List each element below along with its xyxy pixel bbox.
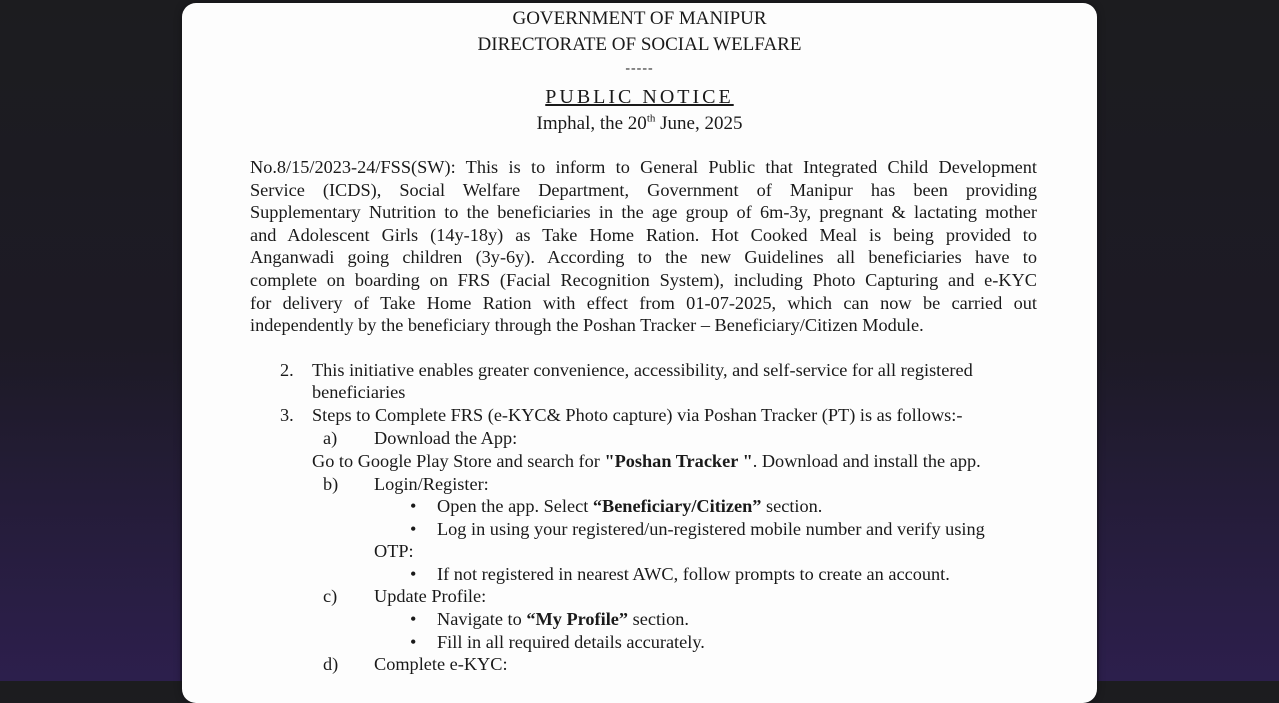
intro-paragraph	[250, 156, 1037, 337]
paragraph-line: complete on boarding on FRS (Facial Recognition System), including Photo Capturing and e-KYC	[250, 269, 1037, 290]
beneficiary-citizen-section: “Beneficiary/Citizen”	[592, 496, 762, 516]
paragraph-line: Service (ICDS), Social Welfare Department, Government of Manipur has been providing	[250, 179, 1037, 200]
government-heading: GOVERNMENT OF MANIPUR	[512, 8, 767, 29]
item-3-number: 3.	[280, 405, 294, 425]
step-c-bullet-2: • Fill in all required details accurately.	[437, 631, 705, 653]
paragraph-line: No.8/15/2023-24/FSS(SW): This is to inform to General Public that Integrated Child Development	[250, 157, 1037, 177]
item-2-number: 2.	[280, 360, 294, 380]
notice-date	[182, 113, 1097, 135]
notice-title: PUBLIC NOTICE	[545, 86, 734, 108]
step-b-bullet-3: • If not registered in nearest AWC, follow prompts to create an account.	[437, 563, 950, 585]
directorate-heading: DIRECTORATE OF SOCIAL WELFARE	[477, 34, 802, 55]
step-b-bullet-1	[437, 495, 822, 517]
notice-document	[182, 3, 1097, 703]
item-2-text: This initiative enables greater convenience, accessibility, and self-service for all registered	[312, 360, 973, 380]
step-c-title: Update Profile:	[374, 586, 487, 606]
date-ordinal: th	[646, 112, 656, 125]
step-a-text-pre: Go to Google Play Store and search for	[312, 451, 605, 471]
step-c-bullet-1-pre: Navigate to	[437, 609, 527, 629]
paragraph-line: independently by the beneficiary through the Poshan Tracker – Beneficiary/Citizen Module.	[250, 315, 924, 336]
item-2-text-cont: beneficiaries	[312, 382, 406, 402]
step-a-letter: a)	[323, 428, 338, 448]
item-3-text: Steps to Complete FRS (e-KYC& Photo capture) via Poshan Tracker (PT) is as follows:-	[312, 405, 963, 425]
background-glow-left	[0, 0, 180, 681]
step-c-bullet-1-post: section.	[628, 609, 689, 629]
background-glow-right	[1099, 0, 1279, 681]
step-d-letter: d)	[323, 654, 339, 674]
step-a-title: Download the App:	[374, 428, 518, 448]
date-prefix: Imphal, the 20	[536, 113, 647, 134]
paragraph-line: Anganwadi going children (3y-6y). According to the new Guidelines all beneficiaries have to	[250, 247, 1037, 268]
step-b-title: Login/Register:	[374, 474, 489, 494]
step-d-title: Complete e-KYC:	[374, 654, 508, 674]
step-b-bullet-2-cont: OTP:	[374, 541, 414, 561]
paragraph-line: and Adolescent Girls (14y-18y) as Take Home Ration. Hot Cooked Meal is being provided to	[250, 224, 1037, 245]
step-b-bullet-2: • Log in using your registered/un-registered mobile number and verify using	[437, 518, 985, 540]
step-a-text-post: . Download and install the app.	[752, 451, 981, 471]
step-c-letter: c)	[323, 586, 338, 606]
step-b-bullet-1-pre: Open the app. Select	[437, 496, 593, 516]
step-b-bullet-1-post: section.	[761, 496, 823, 516]
poshan-tracker-app-name: "Poshan Tracker "	[604, 451, 753, 471]
paragraph-line: for delivery of Take Home Ration with effect from 01-07-2025, which can now be carried out	[250, 292, 1037, 313]
step-a-text	[312, 450, 981, 472]
my-profile-section: “My Profile”	[526, 609, 629, 629]
date-suffix: June, 2025	[655, 113, 743, 134]
heading-separator: -----	[625, 61, 654, 76]
step-b-letter: b)	[323, 474, 339, 494]
step-c-bullet-1	[437, 608, 689, 630]
paragraph-line: Supplementary Nutrition to the beneficiaries in the age group of 6m-3y, pregnant & lactating mother	[250, 202, 1037, 223]
